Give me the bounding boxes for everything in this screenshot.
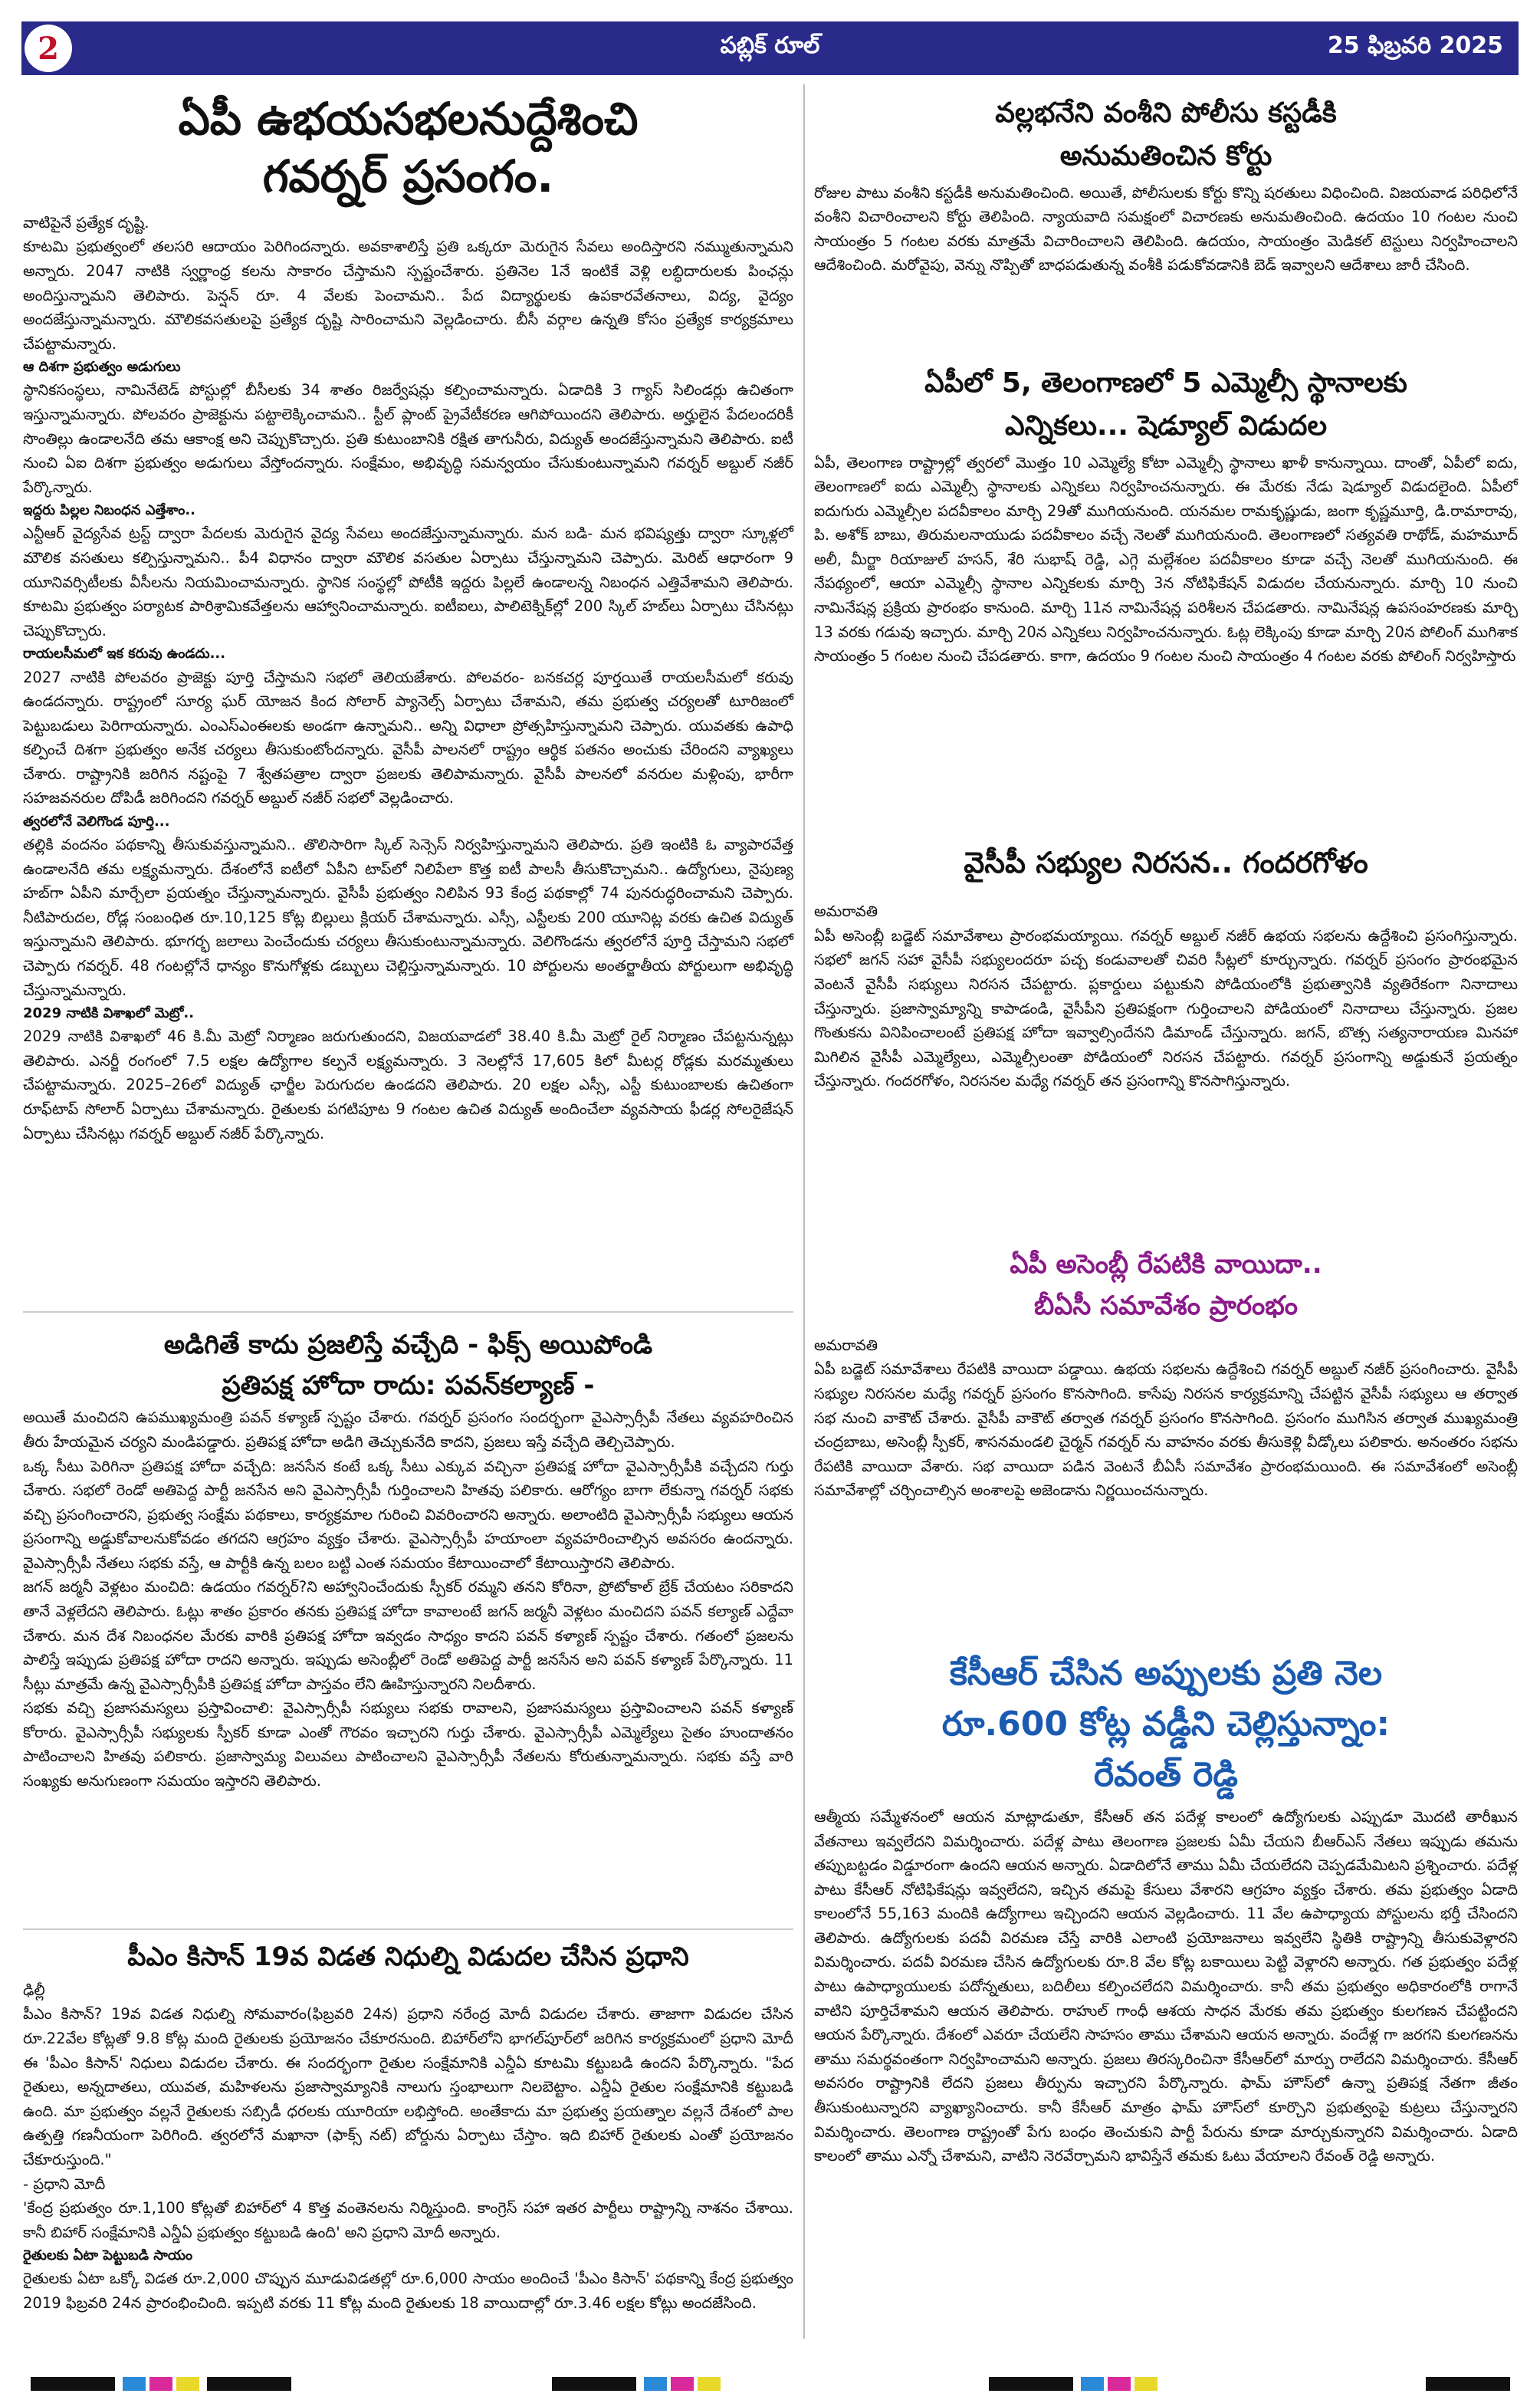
footer-bar: [1081, 2377, 1104, 2391]
paragraph: అమరావతి: [814, 1336, 878, 1354]
paragraph: 'కేంద్ర ప్రభుత్వం రూ.1,100 కోట్లతో బిహార్‌లో 4 కొత్త వంతెనలను నిర్మిస్తుంది. కాంగ్రెస్ సహా ఇతర పార్టీలు రాష్ట్రాన్ని నాశనం చేశాయి. కానీ బిహార్ సంక్షేమానికి ఎన్డీఏ ప్రభుత్వం కట్టుబడి ఉంది' అని ప్రధాని మోదీ అన్నారు.: [23, 2199, 793, 2241]
footer-bar: [1134, 2377, 1157, 2391]
paragraph: ఏపీ అసెంబ్లీ బడ్జెట్ సమావేశాలు ప్రారంభమయ్యాయి. గవర్నర్ అబ్దుల్ నజీర్ ఉభయ సభలను ఉద్దేశించి ప్రసంగిస్తున్నారు. సభలో జగన్ సహా వైసీపీ సభ్యులందరూ పచ్చ కండువాలతో చివరి సీట్లలో కూర్చున్నారు. గవర్నర్ ప్రసంగం ప్రారంభమైన వెంటనే వైసీపీ సభ్యులు నిరసన చేపట్టారు. ప్లకార్డులు పట్టుకుని పోడియంలోకి ప్రభుత్వానికి వ్యతిరేకంగా నినాదాలు చేస్తున్నారు. ప్రజాస్వామ్యాన్ని కాపాడండి, వైసీపీని ప్రతిపక్షంగా గుర్తించాలని పోడియంలో నినాదాలు చేస్తున్నారు. ప్రజల గొంతుకను వినిపించాలంటే ప్రతిపక్ష హోదా ఇవ్వాల్సిందేనని డిమాండ్ చేస్తున్నారు. జగన్, బొత్స సత్యనారాయణ మినహా మిగిలిన వైసీపీ ఎమ్మెల్యేలు, ఎమ్మెల్సీలంతా పోడియంలో నిరసన చేపట్టారు. గవర్నర్ ప్రసంగాన్ని అడ్డుకునే ప్రయత్నం చేస్తున్నారు. గందరగోళం, నిరసనల మధ్యే గవర్నర్ తన ప్రసంగాన్ని కొనసాగిస్తున్నారు.: [814, 926, 1518, 1090]
headline-line: బీఏసీ సమావేశం ప్రారంభం: [1034, 1290, 1298, 1322]
headline-line: కేసీఆర్ చేసిన అప్పులకు ప్రతి నెల: [949, 1654, 1383, 1693]
footer-bar: [552, 2377, 636, 2391]
footer-bar: [1426, 2377, 1510, 2391]
headline-line: ఏపీ అసెంబ్లీ రేపటికి వాయిదా..: [1010, 1249, 1322, 1280]
subheading: త్వరలోనే వెలిగొండ పూర్తి...: [23, 813, 170, 830]
section-divider: [23, 1311, 793, 1313]
article-body: [814, 899, 1518, 1093]
section-divider: [23, 1928, 793, 1930]
paragraph: తల్లికి వందనం పథకాన్ని తీసుకువస్తున్నామని.. తొలిసారిగా స్కిల్ సెన్సెస్ నిర్వహిస్తున్నామని తెలిపారు. ప్రతి ఇంటికి ఓ వ్యాపారవేత్త ఉండాలనేది తమ లక్ష్యమన్నారు. దేశంలోనే ఐటీలో ఏపీని టాప్‌లో నిలిపేలా కొత్త ఐటీ పాలసీ తీసుకొచ్చామని.. ఉద్యోగులు, నైపుణ్య హబ్‌గా ఏపీని మార్చేలా ప్రయత్నం చేస్తున్నామన్నారు. వైసీపీ ప్రభుత్వం నిలిపిన 93 కేంద్ర పథకాల్లో 74 పునరుద్ధరించామని చెప్పారు. నీటిపారుదల, రోడ్ల సంబంధిత రూ.10,125 కోట్ల బిల్లులు క్లియర్ చేశామన్నారు. ఎస్సీ, ఎస్టీలకు 200 యూనిట్ల వరకు ఉచిత విద్యుత్ ఇస్తున్నామని తెలిపారు. భూగర్భ జలాలు పెంచేందుకు చర్యలు తీసుకుంటున్నామన్నారు. వెలిగొండను త్వరలోనే పూర్తి చేస్తామని సభలో చెప్పారు గవర్నర్. 48 గంటల్లోనే ధాన్యం కొనుగోళ్లకు డబ్బులు చెల్లిస్తున్నామన్నారు. 10 పోర్టులను అంతర్జాతీయ పోర్టులుగా అభివృద్ధి చేస్తున్నామన్నారు.: [23, 836, 793, 999]
article-assembly-adjourned: [814, 1244, 1518, 1503]
article-pm-kisan: [23, 1940, 793, 2316]
subheading: రాయలసీమలో ఇక కరువు ఉండదు...: [23, 646, 226, 662]
headline: [814, 1244, 1518, 1327]
paragraph: 2029 నాటికి విశాఖలో 46 కి.మీ మెట్రో నిర్మాణం జరుగుతుందని, విజయవాడలో 38.40 కి.మీ మెట్రో రైల్ నిర్మాణం చేపట్టనున్నట్లు తెలిపారు. ఎనర్జీ రంగంలో 7.5 లక్షల ఉద్యోగాల కల్పనే లక్ష్యమన్నారు. 3 నెలల్లోనే 17,605 కిలో మీటర్ల రోడ్లకు మరమ్మతులు చేపట్టామన్నారు. 2025–26లో విద్యుత్ ఛార్జీల పెరుగుదల ఉండదని తెలిపారు. 20 లక్షల ఎస్సీ, ఎస్టీ కుటుంబాలకు ఉచితంగా రూఫ్‌టాప్ సోలార్ ఏర్పాటు చేశామన్నారు. రైతులకు పగటిపూట 9 గంటల ఉచిత విద్యుత్ అందించేలా వ్యవసాయ ఫీడర్ల సోలరైజేషన్ ఏర్పాటు చేసినట్లు గవర్నర్ అబ్దుల్ నజీర్ పేర్కొన్నారు.: [23, 1027, 793, 1142]
paragraph: - ప్రధాని మోదీ: [23, 2175, 106, 2193]
subheading: 2029 నాటికి విశాఖలో మెట్రో..: [23, 1005, 195, 1022]
paragraph: ఢిల్లీ: [23, 1981, 45, 1999]
headline: [814, 92, 1518, 178]
headline-line: అనుమతించిన కోర్టు: [1059, 140, 1272, 172]
page-number: 2: [25, 25, 72, 72]
article-body: [814, 451, 1518, 669]
headline: [23, 1325, 793, 1405]
paragraph: అయితే మంచిదని ఉపముఖ్యమంత్రి పవన్ కళ్యాణ్ స్పష్టం చేశారు. గవర్నర్ ప్రసంగం సందర్భంగా వైఎస్సార్సీపీ నేతలు వ్యవహరించిన తీరు హేయమైన చర్యని మండిపడ్డారు. ప్రతిపక్ష హోదా అడిగి తెచ్చుకునేది కాదని, ప్రజలు ఇస్తే వచ్చేది తెల్చిచెప్పారు.: [23, 1409, 793, 1451]
headline: [814, 362, 1518, 448]
article-body: [23, 1978, 793, 2316]
page-header: [21, 21, 1519, 75]
paragraph: ఎన్టీఆర్ వైద్యసేవ ట్రస్ట్ ద్వారా పేదలకు మెరుగైన వైద్య సేవలు అందజేస్తున్నామన్నారు. మన బడి- మన భవిష్యత్తు ద్వారా స్కూళ్లలో మౌలిక వసతులు కల్పిస్తున్నామని.. పీ4 విధానం ద్వారా మౌలిక వసతుల ఏర్పాటు చేస్తున్నామని చెప్పారు. మెరిట్ ఆధారంగా 9 యూనివర్సిటీలకు వీసీలను నియమించామన్నారు. స్థానిక సంస్థల్లో పోటీకి ఇద్దరు పిల్లలే ఉండాలన్న నిబంధన ఎత్తివేశామని తెలిపారు. కూటమి ప్రభుత్వం పర్యాటక పారిశ్రామికవేత్తలను ఆహ్వానించామన్నారు. ఐటీఐలు, పాలిటెక్నిక్‌ల్లో 200 స్కిల్ హబ్‌లు ఏర్పాటు చేసినట్లు చెప్పుకొచ్చారు.: [23, 524, 793, 639]
article-revanth-reddy: [814, 1649, 1518, 2168]
article-body: [814, 181, 1518, 278]
footer-bar: [207, 2377, 291, 2391]
article-body: [814, 1333, 1518, 1503]
paragraph: ఒక్క సీటు పెరిగినా ప్రతిపక్ష హోదా వచ్చేది: జనసేన కంటే ఒక్క సీటు ఎక్కువ వచ్చినా ప్రతిపక్ష హోదా వైఎస్సార్సీపీకి వచ్చేదని గుర్తు చేశారు. సభలో రెండో అతిపెద్ద పార్టీ జనసేన అని వైఎస్సార్సీపీ గుర్తించాలని హితవు పలికారు. ఆరోగ్యం బాగా లేకున్నా గవర్నర్ సభకు వచ్చి ప్రసంగించారని, ప్రభుత్వ సంక్షేమ పథకాలు, కార్యక్రమాల గురించి వివరించారని అన్నారు. అలాంటిది వైఎస్సార్సీపీ సభ్యులు ఆయన ప్రసంగాన్ని అడ్డుకోవాలనుకోవడం తగదని ఆగ్రహం వ్యక్తం చేశారు. వైఎస్సార్సీపీ హయాంలా వ్యవహరించాల్సిన అవసరం ఉందన్నారు. వైఎస్సార్సీపీ నేతలు సభకు వస్తే, ఆ పార్టీకి ఉన్న బలం బట్టి ఎంత సమయం కేటాయించాలో కేటాయిస్తారని తెలిపారు.: [23, 1457, 793, 1572]
headline-line: రేవంత్ రెడ్డి: [1094, 1755, 1238, 1794]
headline-line: అడిగితే కాదు ప్రజలిస్తే వచ్చేది - ఫిక్స్ అయిపోండి: [163, 1330, 653, 1360]
column-divider: [803, 84, 805, 2339]
paragraph: అమరావతి: [814, 902, 878, 921]
footer-bar: [123, 2377, 146, 2391]
footer-bar: [176, 2377, 199, 2391]
footer-bar: [1108, 2377, 1131, 2391]
footer-bar: [671, 2377, 694, 2391]
issue-date: 25 ఫిబ్రవరి 2025: [1327, 32, 1503, 59]
footer-bar: [149, 2377, 172, 2391]
article-ycp-protest: [814, 843, 1518, 1093]
footer-bar: [31, 2377, 115, 2391]
subheading: ఇద్దరు పిల్లల నిబంధన ఎత్తేశాం..: [23, 502, 196, 519]
paragraph: కూటమి ప్రభుత్వంలో తలసరి ఆదాయం పెరిగిందన్నారు. అవకాశాలిస్తే ప్రతి ఒక్కరూ మెరుగైన సేవలు అందిస్తారని నమ్ముతున్నామని అన్నారు. 2047 నాటికి స్వర్ణాంధ్ర కలను సాకారం చేస్తామని స్పష్టంచేశారు. ప్రతినెల 1నే ఇంటికే వెళ్లి లబ్ధిదారులకు పింఛన్లు అందిస్తున్నామని తెలిపారు. పెన్షన్ రూ. 4 వేలకు పెంచామని.. పేద విద్యార్థులకు ఉపకారవేతనాలు, విద్య, వైద్యం అందజేస్తున్నామన్నారు. మౌలికవసతులపై ప్రత్యేక దృష్టి సారించామని వెల్లడించారు. బీసీ వర్గాల ఉన్నతి కోసం ప్రత్యేక కార్యక్రమాలు చేపట్టామన్నారు.: [23, 238, 794, 353]
headline-line: ఏపీలో 5, తెలంగాణలో 5 ఎమ్మెల్సీ స్థానాలకు: [924, 367, 1407, 399]
paragraph: రైతులకు ఏటా ఒక్కో విడత రూ.2,000 చొప్పున మూడువిడతల్లో రూ.6,000 సాయం అందించే 'పీఎం కిసాన్' పథకాన్ని కేంద్ర ప్రభుత్వం 2019 ఫిబ్రవరి 24న ప్రారంభించింది. ఇప్పటి వరకు 11 కోట్ల మంది రైతులకు 18 వాయిదాల్లో రూ.3.46 లక్షల కోట్లు అందజేసింది.: [23, 2270, 793, 2312]
headline-line: ప్రతిపక్ష హోదా రాదు: పవన్‌కల్యాణ్ -: [222, 1369, 595, 1401]
footer-bar: [644, 2377, 667, 2391]
headline-line: ఎన్నికలు... షెడ్యూల్ విడుదల: [1004, 409, 1327, 442]
headline-line: ఏపీ ఉభయసభలనుద్దేశించి: [178, 93, 639, 145]
article-body: [23, 211, 793, 1146]
paragraph: ఏపీ బడ్జెట్ సమావేశాలు రేపటికి వాయిదా పడ్డాయి. ఉభయ సభలను ఉద్దేశించి గవర్నర్ అబ్దుల్ నజీర్ ప్రసంగించారు. వైసీపీ సభ్యుల నిరసనల మధ్యే గవర్నర్ ప్రసంగం కొనసాగింది. కాసేపు నిరసన కార్యక్రమాన్ని చేపట్టిన వైసీపీ సభ్యులు ఆ తర్వాత సభ నుంచి వాకౌట్ చేశారు. వైసీపీ వాకౌట్ తర్వాత గవర్నర్ ప్రసంగం కొనసాగింది. ప్రసంగం ముగిసిన తర్వాత ముఖ్యమంత్రి చంద్రబాబు, అసెంబ్లీ స్పీకర్, శాసనమండలి చైర్మన్ గవర్నర్ ను వాహనం వరకు తీసుకెళ్లి వీడ్కోలు పలికారు. అనంతరం సభను రేపటికి వాయిదా వేశారు. సభ వాయిదా పడిన వెంటనే బీఏసీ సమావేశం ప్రారంభమయింది. ఈ సమావేశంలో అసెంబ్లీ సమావేశాల్లో చర్చించాల్సిన అంశాలపై అజెండాను నిర్ణయించనున్నారు.: [814, 1360, 1518, 1500]
article-mlc-elections: [814, 362, 1518, 669]
article-governor-speech: [23, 90, 793, 1146]
headline: [814, 1649, 1518, 1800]
paragraph: వాటిపైనే ప్రత్యేక దృష్టి.: [23, 213, 149, 232]
paragraph: రోజుల పాటు వంశీని కస్టడీకి అనుమతించింది. అయితే, పోలీసులకు కోర్టు కొన్ని షరతులు విధించింది. విజయవాడ పరిధిలోనే వంశీని విచారించాలని కోర్టు తెలిపింది. న్యాయవాది సమక్షంలో విచారణకు అనుమతించింది. ఉదయం 10 గంటల నుంచి సాయంత్రం 5 గంటల వరకు మాత్రమే విచారించాలని తెలిపింది. ఉదయం, సాయంత్రం మెడికల్ టెస్టులు నిర్వహించాలని ఆదేశించింది. మరోవైపు, వెన్ను నొప్పితో బాధపడుతున్న వంశీకి పడుకోవడానికి బెడ్ ఇవ్వాలని ఆదేశాలు జారీ చేసింది.: [814, 183, 1518, 275]
footer-bar: [989, 2377, 1073, 2391]
paragraph: సభకు వచ్చి ప్రజాసమస్యలు ప్రస్తావించాలి: వైఎస్సార్సీపీ సభ్యులు సభకు రావాలని, ప్రజాసమస్యలు ప్రస్తావించాలని పవన్ కళ్యాణ్ కోరారు. వైఎస్సార్సీపీ సభ్యులకు స్పీకర్ కూడా ఎంతో గౌరవం ఇచ్చారని గుర్తు చేశారు. వైఎస్సార్సీపీ ఎమ్మెల్యేలు సైతం హుందాతనం పాటించాలని హితవు పలికారు. ప్రజాస్వామ్య విలువలు పాటించాలని వైఎస్సార్సీపీ నేతలను కోరుతున్నామన్నారు. సభకు వస్తే వారి సంఖ్యకు అనుగుణంగా సమయం ఇస్తారని తెలిపారు.: [23, 1699, 793, 1790]
headline-line: రూ.600 కోట్ల వడ్డీని చెల్లిస్తున్నాం:: [941, 1705, 1391, 1744]
footer-bar: [698, 2377, 721, 2391]
article-body: [23, 1405, 793, 1793]
paragraph: ఏపీ, తెలంగాణ రాష్ట్రాల్లో త్వరలో మొత్తం 10 ఎమ్మెల్యే కోటా ఎమ్మెల్సీ స్థానాలు ఖాళీ కానున్నాయి. దాంతో, ఏపీలో ఐదు, తెలంగాణలో ఐదు ఎమ్మెల్సీ స్థానాలకు ఎన్నికలు నిర్వహించనున్నారు. ఈ మేరకు నేడు షెడ్యూల్ విడుదలైంది. ఏపీలో ఐదుగురు ఎమ్మెల్సీల పదవీకాలం మార్చి 29తో ముగియనుంది. యనమల రామకృష్ణుడు, జంగా కృష్ణమూర్తి, డి.రామారావు, పి. అశోక్ బాబు, తిరుమలనాయుడు పదవీకాలం వచ్చే నెలతో ముగియనుంది. తెలంగాణలో సత్యవతి రాథోడ్, మహమూద్ అలీ, మీర్జా రియాజుల్ హసన్, శేరి సుభాష్ రెడ్డి, ఎగ్గె మల్లేశంల పదవీకాలం కూడా వచ్చే నెలతో ముగియనుంది. ఈ నేపథ్యంలో, ఆయా ఎమ్మెల్సీ స్థానాల ఎన్నికలకు మార్చి 3న నోటిఫికేషన్ విడుదల చేయనున్నారు. మార్చి 10 నుంచి నామినేషన్ల ప్రక్రియ ప్రారంభం కానుంది. మార్చి 11న నామినేషన్ల పరిశీలన చేపడతారు. నామినేషన్ల ఉపసంహరణకు మార్చి 13 వరకు గడువు ఇచ్చారు. మార్చి 20న ఎన్నికలు నిర్వహించనున్నారు. ఓట్ల లెక్కింపు కూడా మార్చి 20న పోలింగ్ ముగిశాక సాయంత్రం 5 గంటల నుంచి చేపడతారు. కాగా, ఉదయం 9 గంటల నుంచి సాయంత్రం 4 గంటల వరకు పోలింగ్ నిర్వహిస్తారు: [814, 453, 1518, 666]
headline: [23, 90, 793, 206]
article-body: [814, 1805, 1518, 2168]
headline-line: వల్లభనేని వంశీని పోలీసు కస్టడీకి: [995, 97, 1337, 129]
headline: వైసీపీ సభ్యుల నిరసన.. గందరగోళం: [964, 846, 1368, 879]
subheading: ఆ దిశగా ప్రభుత్వం అడుగులు: [23, 359, 181, 376]
article-pawan-kalyan: [23, 1325, 793, 1793]
paragraph: స్థానికసంస్థలు, నామినేటెడ్ పోస్టుల్లో బీసీలకు 34 శాతం రిజర్వేషన్లు కల్పించామన్నారు. ఏడాదికి 3 గ్యాస్ సిలిండర్లు ఉచితంగా ఇస్తున్నామన్నారు. పోలవరం ప్రాజెక్టును పట్టాలెక్కించామని.. స్టీల్ ప్లాంట్ ప్రైవేటీకరణ ఆగిపోయిందని తెలిపారు. అర్హులైన పేదలందరికీ సొంతిల్లు ఉండాలనేది తమ ఆకాంక్ష అని చెప్పుకొచ్చారు. ప్రతి కుటుంబానికి రక్షిత తాగునీరు, విద్యుత్ అందజేస్తున్నామని తెలిపారు. ఐటీ నుంచి ఏఐ దిశగా ప్రభుత్వం అడుగులు వేస్తోందన్నారు. సంక్షేమం, అభివృద్ధి సమన్వయం చేసుకుంటున్నామని గవర్నర్ అబ్దుల్ నజీర్ పేర్కొన్నారు.: [23, 381, 793, 496]
article-vamsi-custody: [814, 92, 1518, 278]
headline: పీఎం కిసాన్ 19వ విడత నిధుల్ని విడుదల చేసిన ప్రధాని: [127, 1941, 689, 1972]
masthead: పబ్లిక్ రూల్: [720, 32, 820, 59]
paragraph: జగన్ జర్మనీ వెళ్లటం మంచిది: ఉడయం గవర్నర్?ని అహ్వానించేందుకు స్పీకర్ రమ్మని తనని కోరినా, ప్రోటోకాల్ బ్రేక్ చేయటం సరికాదని తానే వెళ్లలేదని తెలిపారు. ఓట్లు శాతం ప్రకారం తనకు ప్రతిపక్ష హోదా కావాలంటే జగన్ జర్మనీ వెళ్లటం మంచిదని పవన్ కల్యాణ్ ఎద్దేవా చేశారు. మన దేశ నిబంధనల మేరకు వారికి ప్రతిపక్ష హోదా ఇవ్వడం సాధ్యం కాదని పవన్ కళ్యాణ్ స్పష్టం చేశారు. గతంలో ప్రజలను పాలిస్తే ఇప్పుడు ప్రతిపక్ష హోదా రాదని అన్నారు. ఇప్పుడు అసెంబ్లీలో రెండో అతిపెద్ద పార్టీ జనసేన అని పవన్ కళ్యాణ్ పేర్కొన్నారు. 11 సీట్లు మాత్రమే ఉన్న వైఎస్సార్సీపీకి ప్రతిపక్ష హోదా పాస్తవం లేని ఊహిస్తున్నారని నిలదీశారు.: [23, 1578, 793, 1693]
paragraph: పీఎం కిసాన్? 19వ విడత నిధుల్ని సోమవారం(ఫిబ్రవరి 24న) ప్రధాని నరేంద్ర మోదీ విడుదల చేశారు. తాజాగా విడుదల చేసిన రూ.22వేల కోట్లతో 9.8 కోట్ల మంది రైతులకు ప్రయోజనం చేకూరనుంది. బిహార్‌లోని భాగల్‌పూర్‌లో జరిగిన కార్యక్రమంలో ప్రధాని మోదీ ఈ 'పీఎం కిసాన్' నిధులు విడుదల చేశారు. ఈ సందర్భంగా రైతుల సంక్షేమానికి ఎన్డీఏ కూటమి కట్టుబడి ఉందని పేర్కొన్నారు. "పేద రైతులు, అన్నదాతలు, యువత, మహిళలను ప్రజాస్వామ్యానికి నాలుగు స్తంభాలుగా నిలబెట్టాం. ఎన్డీఏ రైతుల సంక్షేమానికి కట్టుబడి ఉంది. మా ప్రభుత్వం వల్లనే రైతులకు సబ్సిడీ ధరలకు యూరియా లభిస్తోంది. అంతేకాదు మా ప్రభుత్వ ప్రయత్నాల వల్లనే దేశంలో పాల ఉత్పత్తి గణనీయంగా పెరిగింది. త్వరలోనే మఖానా (ఫాక్స్ నట్) బోర్డును ఏర్పాటు చేస్తాం. ఇది బిహార్ రైతులకు ఎంతో ప్రయోజనం చేకూరుస్తుంది.": [23, 2005, 793, 2168]
subheading: రైతులకు ఏటా పెట్టుబడి సాయం: [23, 2247, 193, 2264]
paragraph: 2027 నాటికి పోలవరం ప్రాజెక్టు పూర్తి చేస్తామని సభలో తెలియజేశారు. పోలవరం- బనకచర్ల పూర్తయితే రాయలసీమలో కరువు ఉండదన్నారు. రాష్ట్రంలో సూర్య ఘర్ యోజన కింద సోలార్ ప్యానెల్స్ ఏర్పాటు చేశామని, తమ ప్రభుత్వ చర్యలతో టూరిజంలో పెట్టుబడులు పెరిగాయన్నారు. ఎంఎస్ఎంఈలకు అండగా ఉన్నామని.. అన్ని విధాలా ప్రోత్సహిస్తున్నామని చెప్పారు. యువతకు ఉపాధి కల్పించే దిశగా ప్రభుత్వం అనేక చర్యలు తీసుకుంటోందన్నారు. వైసీపీ పాలనలో రాష్ట్రం ఆర్థిక పతనం అంచుకు చేరిందని వ్యాఖ్యలు చేశారు. రాష్ట్రానికి జరిగిన నష్టంపై 7 శ్వేతపత్రాల ద్వారా ప్రజలకు తెలిపామన్నారు. వైసీపీ పాలనలో వనరుల మళ్లింపు, భారీగా సహజవనరుల దోపిడీ జరిగిందని గవర్నర్ అబ్దుల్ నజీర్ సభలో వెల్లడించారు.: [23, 668, 793, 807]
paragraph: ఆత్మీయ సమ్మేళనంలో ఆయన మాట్లాడుతూ, కేసీఆర్ తన పదేళ్ల కాలంలో ఉద్యోగులకు ఎప్పుడూ మొదటి తారీఖున వేతనాలు ఇవ్వలేదని విమర్శించారు. పదేళ్ల పాటు తెలంగాణ ప్రజలకు ఏమీ చేయని బీఆర్ఎస్ నేతలు ఇప్పుడు తమను తప్పుబట్టడం విడ్డూరంగా ఉందని ఆయన అన్నారు. ఏడాదిలోనే తాము ఏమీ చేయలేదని చెప్పడమేమిటని ప్రశ్నించారు. పదేళ్ల పాటు కేసీఆర్ నోటిఫికేషన్లు ఇవ్వలేదని, ఇచ్చిన తమపై కేసులు వేశారని ఆగ్రహం వ్యక్తం చేశారు. తమ ప్రభుత్వం ఏడాది కాలంలోనే 55,163 మందికి ఉద్యోగాలు ఇచ్చిందని ఆయన వెల్లడించారు. 11 వేల ఉపాధ్యాయ పోస్టులను భర్తీ చేసిందని తెలిపారు. ఉద్యోగులకు పదవీ విరమణ చేస్తే వారికి ఎలాంటి ప్రయోజనాలు ఇవ్వలేని స్థితికి రాష్ట్రాన్ని తీసుకువెళ్లారని విమర్శించారు. పదవీ విరమణ చేసిన ఉద్యోగులకు రూ.8 వేల కోట్ల బకాయిలు పెట్టి వెళ్లారని అన్నారు. గత ప్రభుత్వం పదేళ్ల పాటు ఉపాధ్యాయులకు పదోన్నతులు, బదిలీలు కల్పించలేదని విమర్శించారు. కానీ తమ ప్రభుత్వం అధికారంలోకి రాగానే వాటిని పూర్తిచేశామని ఆయన తెలిపారు. రాహుల్ గాంధీ ఆశయ సాధన మేరకు తమ ప్రభుత్వం కులగణన చేపట్టిందని ఆయన పేర్కొన్నారు. దేశంలో ఎవరూ చేయలేని సాహసం తాము చేశామని ఆయన అన్నారు. వందేళ్ల గా జరగని కులగణనను తాము సమర్థవంతంగా నిర్వహించామని అన్నారు. ప్రజలు తిరస్కరించినా కేసీఆర్‌లో మార్పు రాలేదని విమర్శించారు. కేసీఆర్ అవసరం రాష్ట్రానికి లేదని ప్రజలు తీర్పును ఇచ్చారని పేర్కొన్నారు. ఫామ్ హౌస్‌లో ఉన్నా ప్రతిపక్ష నేతగా జీతం తీసుకుంటున్నారని వ్యాఖ్యానించారు. కానీ కేసీఆర్ మాత్రం ఫామ్ హౌస్‌లో కూర్చొని ప్రభుత్వంపై కుట్రలు చేస్తున్నారని విమర్శించారు. తెలంగాణ రాష్ట్రంతో పేగు బంధం తెంచుకుని పార్టీ పేరును కూడా మార్చుకున్నారని విమర్శించారు. ఏడాది కాలంలో తాము ఎన్నో చేశామని, వాటిని నెరవేర్చామని భావిస్తేనే తమకు ఓటు వేయాలని రేవంత్ రెడ్డి అన్నారు.: [814, 1808, 1518, 2165]
headline-line: గవర్నర్ ప్రసంగం.: [262, 150, 554, 203]
